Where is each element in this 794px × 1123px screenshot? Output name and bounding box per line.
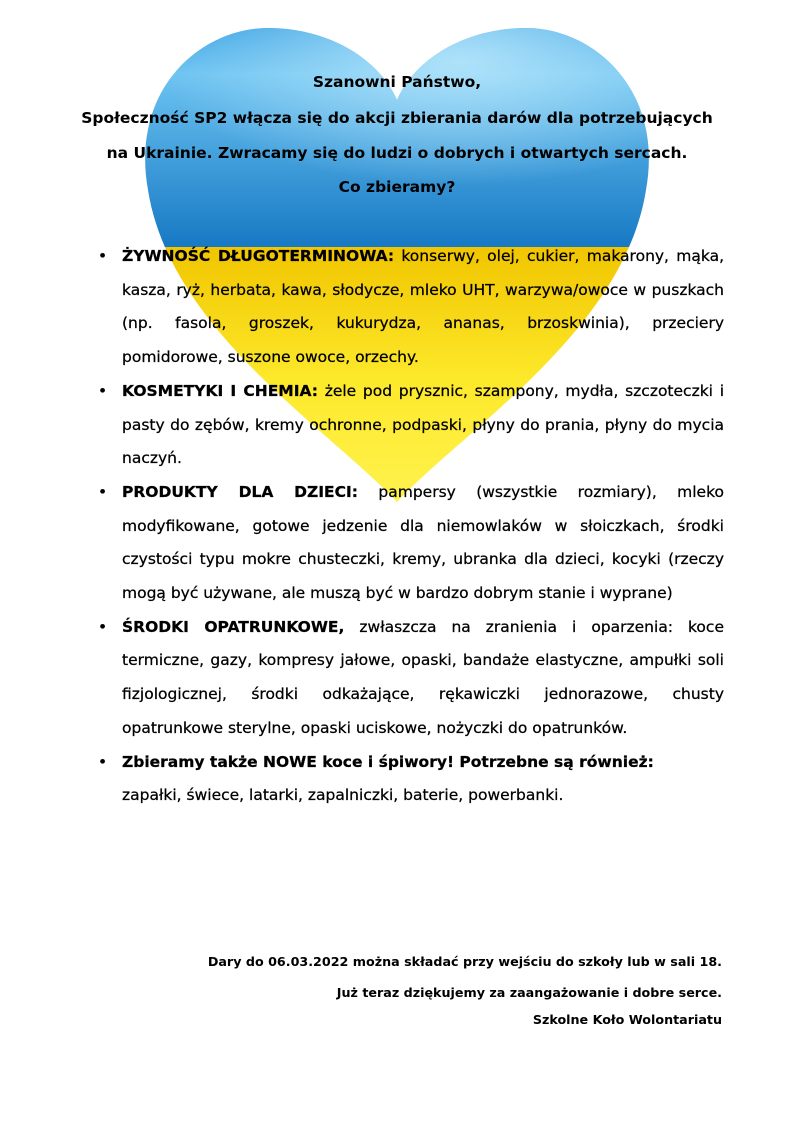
list-item [98,746,724,813]
footer-deadline: Dary do 06.03.2022 można składać przy wejściu do szkoły lub w sali 18. [207,954,722,969]
question: Co zbieramy? [338,178,456,196]
item-lead: ŚRODKI OPATRUNKOWE, [122,617,345,636]
intro-line-2: na Ukrainie. Zwracamy się do ludzi o dobrych i otwartych sercach. [106,144,688,162]
greeting: Szanowni Państwo, [312,73,482,91]
item-text: zapałki, świece, latarki, zapalniczki, baterie, powerbanki. [122,786,564,805]
collection-list [98,240,724,813]
item-text: konserwy, olej, cukier, makarony, mąka, kasza, ryż, herbata, kawa, słodycze, mleko UHT, warzywa/owoce w puszkach (np. fasola, groszek, kukurydza, ananas, brzoskwinia), przeciery pomidorowe, suszone owoce, orzechy. [122,247,724,367]
list-item [98,611,724,746]
item-text: zwłaszcza na zranienia i oparzenia: koce termiczne, gazy, kompresy jałowe, opaski, bandaże elastyczne, ampułki soli fizjologicznej, środki odkażające, rękawiczki jednorazowe, chusty opatrunkowe sterylne, opaski uciskowe, nożyczki do opatrunków. [122,617,724,737]
item-text: żele pod prysznic, szampony, mydła, szczoteczki i pasty do zębów, kremy ochronne, podpaski, płyny do prania, płyny do mycia naczyń. [122,381,725,468]
list-item [98,240,724,375]
list-item [98,476,724,611]
intro-line-1: Społeczność SP2 włącza się do akcji zbierania darów dla potrzebujących [81,109,713,127]
item-lead: ŻYWNOŚĆ DŁUGOTERMINOWA: [122,247,395,265]
item-lead: PRODUKTY DLA DZIECI: [122,482,358,501]
item-text: pampersy (wszystkie rozmiary), mleko modyfikowane, gotowe jedzenie dla niemowlaków w słoiczkach, środki czystości typu mokre chusteczki, kremy, ubranka dla dzieci, kocyki (rzeczy mogą być używane, ale muszą być w bardzo dobrym stanie i wyprane) [122,482,724,603]
list-item [98,375,724,476]
footer-signature: Szkolne Koło Wolontariatu [532,1012,722,1027]
item-lead: Zbieramy także NOWE koce i śpiwory! Potrzebne są również: [122,752,654,771]
footer-thanks: Już teraz dziękujemy za zaangażowanie i dobre serce. [336,985,722,1000]
item-lead: KOSMETYKI I CHEMIA: [122,381,318,400]
